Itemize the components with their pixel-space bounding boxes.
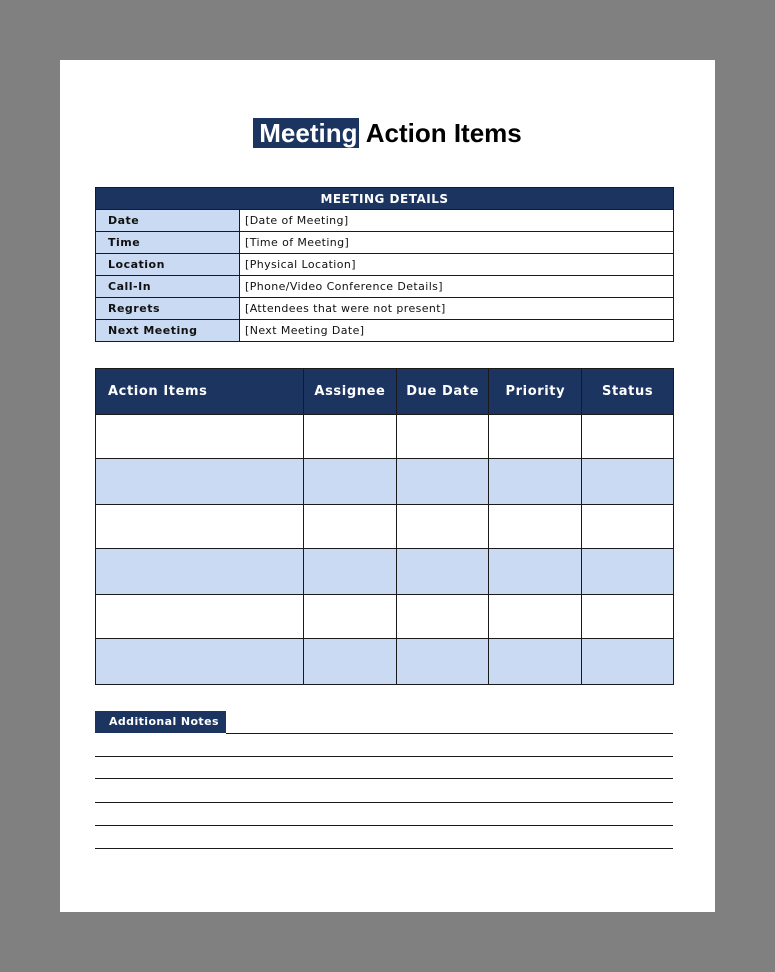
details-label: Next Meeting: [96, 320, 240, 342]
title-highlight: Meeting: [253, 118, 359, 148]
note-line[interactable]: [95, 848, 673, 849]
additional-notes-label: Additional Notes: [95, 711, 226, 733]
note-line[interactable]: [95, 802, 673, 803]
column-header-status: Status: [582, 369, 674, 415]
table-cell[interactable]: [582, 639, 674, 685]
details-row-regrets: [96, 298, 674, 320]
table-cell[interactable]: [304, 595, 397, 639]
table-row: [96, 459, 674, 505]
details-value[interactable]: [Attendees that were not present]: [240, 298, 674, 320]
details-label: Date: [96, 210, 240, 232]
table-cell[interactable]: [582, 595, 674, 639]
table-cell[interactable]: [396, 459, 489, 505]
table-cell[interactable]: [304, 415, 397, 459]
table-cell[interactable]: [96, 639, 304, 685]
details-label: Location: [96, 254, 240, 276]
details-value[interactable]: [Next Meeting Date]: [240, 320, 674, 342]
table-row: [96, 505, 674, 549]
details-value[interactable]: [Physical Location]: [240, 254, 674, 276]
table-row: [96, 415, 674, 459]
table-row: [96, 595, 674, 639]
table-cell[interactable]: [304, 505, 397, 549]
table-cell[interactable]: [304, 639, 397, 685]
action-items-table: [95, 368, 674, 685]
details-row-next-meeting: [96, 320, 674, 342]
details-value[interactable]: [Time of Meeting]: [240, 232, 674, 254]
table-cell[interactable]: [489, 459, 582, 505]
column-header-due-date: Due Date: [396, 369, 489, 415]
table-cell[interactable]: [96, 595, 304, 639]
details-label: Regrets: [96, 298, 240, 320]
table-cell[interactable]: [582, 505, 674, 549]
details-row-time: [96, 232, 674, 254]
note-line[interactable]: [226, 733, 673, 734]
table-cell[interactable]: [489, 549, 582, 595]
document-page: [60, 60, 715, 912]
details-value[interactable]: [Phone/Video Conference Details]: [240, 276, 674, 298]
table-cell[interactable]: [489, 639, 582, 685]
column-header-assignee: Assignee: [304, 369, 397, 415]
table-cell[interactable]: [304, 459, 397, 505]
details-label: Time: [96, 232, 240, 254]
column-header-action-items: Action Items: [96, 369, 304, 415]
meeting-details-header: MEETING DETAILS: [96, 188, 674, 210]
title-rest: Action Items: [359, 118, 522, 148]
table-cell[interactable]: [582, 459, 674, 505]
table-cell[interactable]: [96, 459, 304, 505]
page-title: [60, 116, 715, 150]
details-value[interactable]: [Date of Meeting]: [240, 210, 674, 232]
table-cell[interactable]: [96, 505, 304, 549]
table-cell[interactable]: [96, 549, 304, 595]
note-line[interactable]: [95, 756, 673, 757]
note-line[interactable]: [95, 825, 673, 826]
table-cell[interactable]: [396, 595, 489, 639]
table-row: [96, 639, 674, 685]
table-cell[interactable]: [489, 505, 582, 549]
details-label: Call-In: [96, 276, 240, 298]
table-cell[interactable]: [489, 595, 582, 639]
meeting-details-table: [95, 187, 674, 342]
table-cell[interactable]: [304, 549, 397, 595]
details-row-date: [96, 210, 674, 232]
action-items-header-row: [96, 369, 674, 415]
table-cell[interactable]: [582, 415, 674, 459]
table-row: [96, 549, 674, 595]
table-cell[interactable]: [396, 639, 489, 685]
note-line[interactable]: [95, 778, 673, 779]
column-header-priority: Priority: [489, 369, 582, 415]
details-row-location: [96, 254, 674, 276]
table-cell[interactable]: [396, 415, 489, 459]
table-cell[interactable]: [396, 505, 489, 549]
table-cell[interactable]: [582, 549, 674, 595]
table-cell[interactable]: [96, 415, 304, 459]
table-cell[interactable]: [396, 549, 489, 595]
table-cell[interactable]: [489, 415, 582, 459]
details-row-call-in: [96, 276, 674, 298]
